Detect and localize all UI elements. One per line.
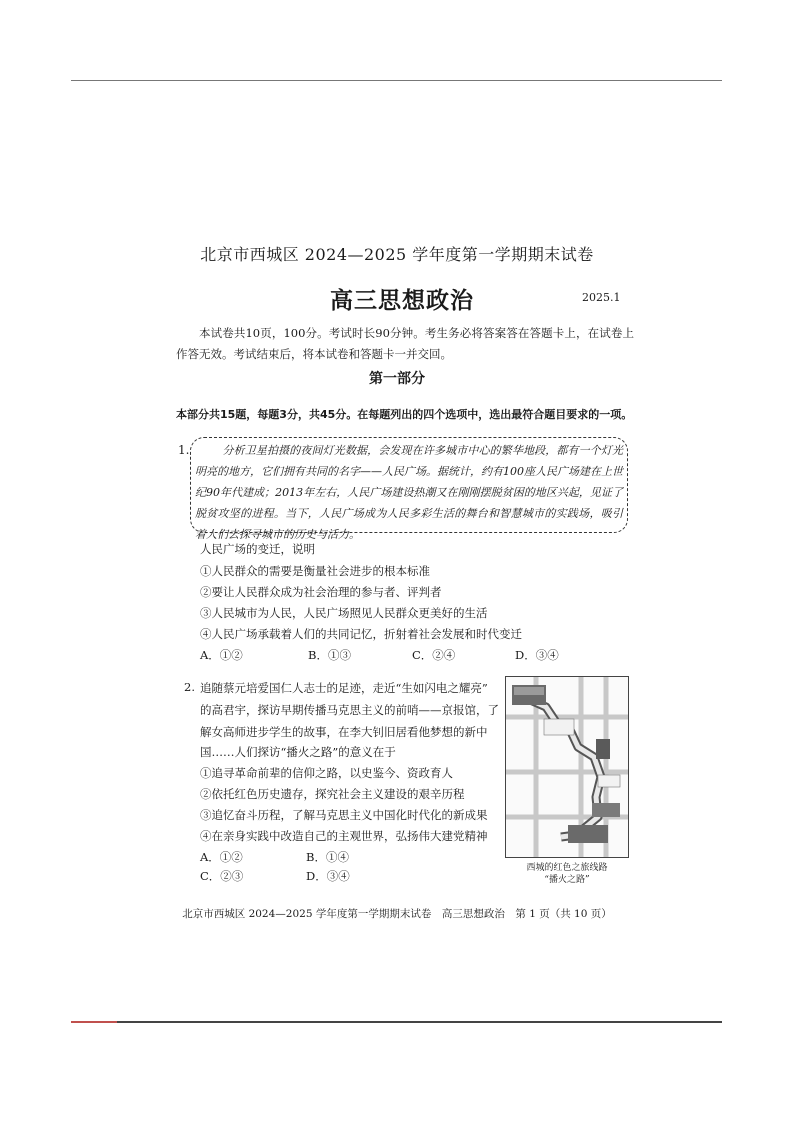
question-1-material: 分析卫星拍摄的夜间灯光数据，会发现在许多城市中心的繁华地段，都有一个灯光明亮的地方，它们拥有共同的名字——人民广场。据统计，约有100座人民广场建在上世纪90年代建成；2013年左右，人民广场建设热潮又在刚刚摆脱贫困的地区兴起，见证了脱贫攻坚的进程。当下，人民广场成为人民多彩生活的舞台和智慧城市的实践场，吸引着人们去探寻城市的历史与活力。 — [190, 437, 628, 533]
bottom-rule — [71, 1021, 722, 1023]
question-1-option: ①人民群众的需要是衡量社会进步的根本标准 — [200, 564, 430, 578]
part-title: 第一部分 — [369, 371, 425, 387]
question-1-option: ④人民广场承载着人们的共同记忆，折射着社会发展和时代变迁 — [200, 627, 522, 641]
question-2-choice-a: A．①② — [200, 850, 243, 864]
question-1-number: 1. — [178, 443, 190, 457]
map-caption — [505, 862, 629, 886]
question-1-choice-d: D．③④ — [515, 648, 559, 662]
question-1-option: ③人民城市为人民，人民广场照见人民群众更美好的生活 — [200, 606, 488, 620]
exam-date: 2025.1 — [582, 291, 621, 304]
question-2-option: ④在亲身实践中改造自己的主观世界，弘扬伟大建党精神 — [200, 829, 488, 843]
route-map-figure — [505, 676, 629, 858]
question-2-option: ①追寻革命前辈的信仰之路，以史鉴今、资政育人 — [200, 766, 453, 780]
bottom-rule-accent — [71, 1021, 117, 1023]
question-2-option: ③追忆奋斗历程，了解马克思主义中国化时代化的新成果 — [200, 808, 488, 822]
question-2-choice-c: C．②③ — [200, 869, 244, 883]
exam-intro: 本试卷共10页，100分。考试时长90分钟。考生务必将答案答在答题卡上，在试卷上作答无效。考试结束后，将本试卷和答题卡一并交回。 — [176, 326, 634, 361]
question-1-choice-a: A．①② — [200, 648, 243, 662]
question-2-option: ②依托红色历史遗存，探究社会主义建设的艰辛历程 — [200, 787, 465, 801]
route-map-illustration — [506, 677, 628, 857]
question-1-choice-b: B．①③ — [308, 648, 351, 662]
question-2-stem-line: 解女高师进步学生的故事，在李大钊旧居看他梦想的新中 — [200, 725, 488, 739]
question-1-option: ②要让人民群众成为社会治理的参与者、评判者 — [200, 585, 442, 599]
question-2-stem-line: 的高君宇，探访早期传播马克思主义的前哨——京报馆，了 — [200, 703, 499, 717]
page-footer: 北京市西城区 2024—2025 学年度第一学期期末试卷 高三思想政治 第 1 页（共 10 页） — [182, 908, 612, 920]
top-rule — [71, 80, 722, 81]
question-1-choice-c: C．②④ — [412, 648, 456, 662]
exam-title: 北京市西城区 2024—2025 学年度第一学期期末试卷 — [200, 245, 594, 264]
question-2-choice-d: D．③④ — [306, 869, 350, 883]
map-caption-line-2: “播火之路” — [544, 875, 590, 885]
part-instruction: 本部分共15题，每题3分，共45分。在每题列出的四个选项中，选出最符合题目要求的一项。 — [176, 408, 633, 421]
map-caption-line-1: 西城的红色之旅线路 — [526, 863, 608, 873]
question-2-stem-line: 国……人们探访“播火之路”的意义在于 — [200, 745, 396, 759]
question-1-stem: 人民广场的变迁，说明 — [200, 542, 315, 556]
subject-title: 高三思想政治 — [330, 288, 474, 314]
question-2-number: 2. — [184, 680, 195, 694]
question-2-choice-b: B．①④ — [306, 850, 349, 864]
question-2-stem-line: 追随蔡元培爱国仁人志士的足迹，走近“生如闪电之耀亮” — [200, 681, 488, 695]
